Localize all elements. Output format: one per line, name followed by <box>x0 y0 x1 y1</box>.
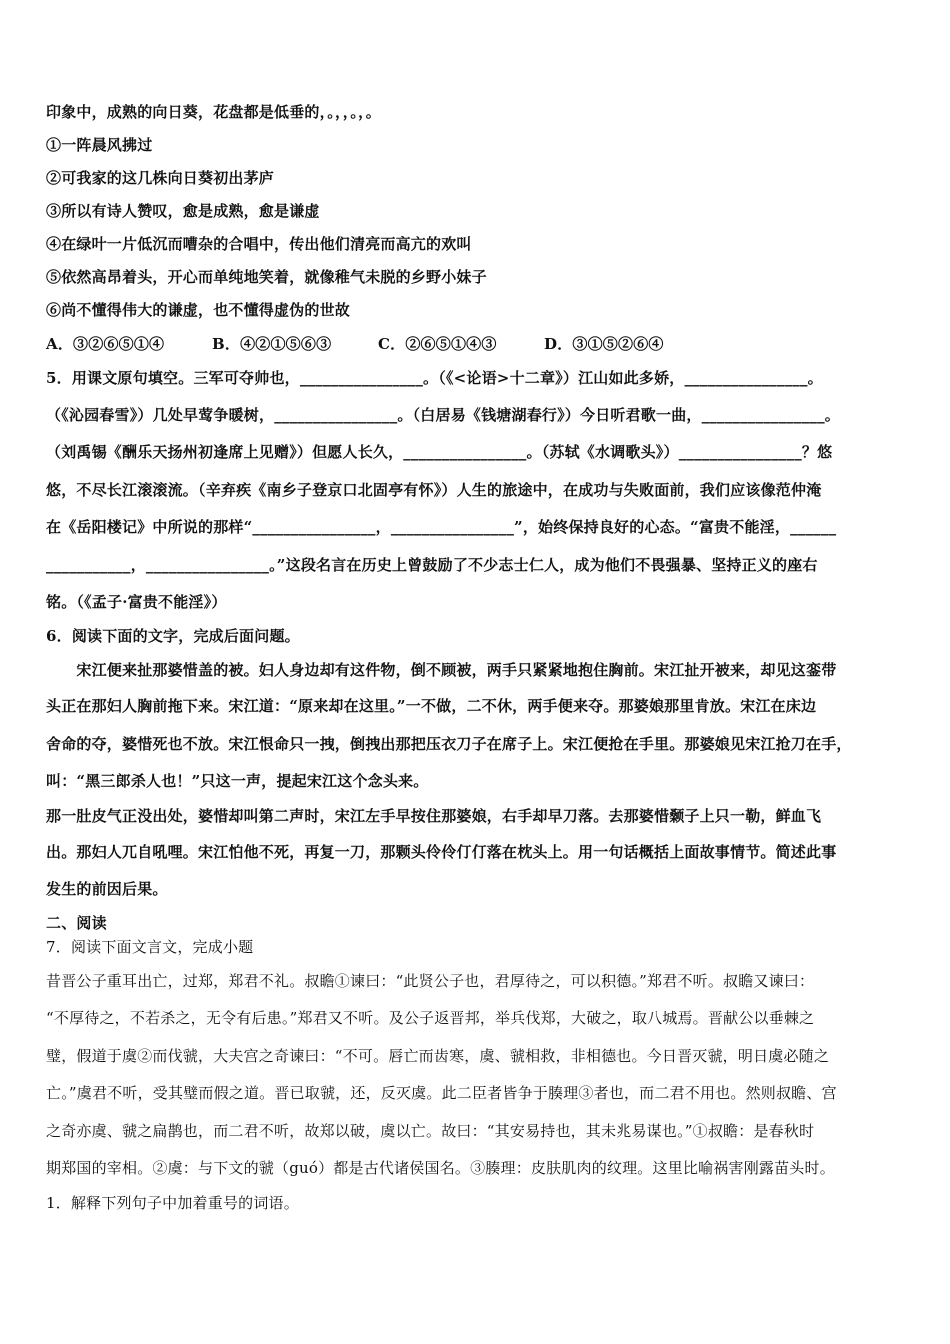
q7-line-4: 亡。”虞君不听，受其璧而假之道。晋已取虢，还，反灭虞。此二臣者皆争于腠理③者也，而二君不用也。然则叔瞻、宫 <box>46 1084 837 1102</box>
q6-line-6: 出。那妇人兀自吼哩。宋江怕他不死，再复一刀，那颗头伶伶仃仃落在枕头上。用一句话概括上面故事情节。简述此事 <box>46 843 837 861</box>
q4-item-4: ④在绿叶一片低沉而嘈杂的合唱中，传出他们清亮而高亢的欢叫 <box>46 235 472 253</box>
q4-item-5: ⑤依然高昂着头，开心而单纯地笑着，就像稚气未脱的乡野小妹子 <box>46 268 487 286</box>
q6-line-5: 那一肚皮气正没出处，婆惜却叫第二声时，宋江左手早按住那婆娘，右手却早刀落。去那婆惜颡子上只一勒，鲜血飞 <box>46 807 822 825</box>
q5-line-2: （《沁园春雪》）几处早莺争暖树，________________。（白居易《钱塘湖春行》）今日听君歌一曲，________________。 <box>46 406 841 424</box>
q6-line-1: 宋江便来扯那婆惜盖的被。妇人身边却有这件物，倒不顾被，两手只紧紧地抱住胸前。宋江扯开被来，却见这銮带 <box>46 661 837 679</box>
q7-line-2: “不厚待之，不若杀之，无令有后患。”郑君又不听。及公子返晋邦，举兵伐郑，大破之，取八城焉。晋献公以垂棘之 <box>46 1009 815 1027</box>
q6-line-4: 叫：“黑三郎杀人也！”只这一声，提起宋江这个念头来。 <box>46 772 429 790</box>
q4-stem: 印象中，成熟的向日葵，花盘都是低垂的，。，，。，。 <box>46 103 382 121</box>
q6-title: 6．阅读下面的文字，完成后面问题。 <box>46 627 300 645</box>
q7-line-1: 昔晋公子重耳出亡，过郑，郑君不礼。叔瞻①谏曰：“此贤公子也，君厚待之，可以积德。”郑君不听。叔瞻又谏曰： <box>46 972 815 990</box>
q6-line-7: 发生的前因后果。 <box>46 880 168 898</box>
q4-item-2: ②可我家的这几株向日葵初出茅庐 <box>46 169 275 187</box>
q4-item-6: ⑥尚不懂得伟大的谦虚，也不懂得虚伪的世故 <box>46 301 351 319</box>
q4-item-1: ①一阵晨风拂过 <box>46 136 153 154</box>
q4-item-3: ③所以有诗人赞叹，愈是成熟，愈是谦虚 <box>46 202 320 220</box>
q4-option-b: B．④②①⑤⑥③ <box>212 335 332 353</box>
q7-sub-question-1: 1．解释下列句子中加着重号的词语。 <box>46 1194 299 1212</box>
q5-line-7: 铭。（《孟子·富贵不能淫》） <box>46 593 227 611</box>
q5-line-6: ___________，________________。”这段名言在历史上曾鼓励了不少志士仁人，成为他们不畏强暴、坚持正义的座右 <box>46 556 818 574</box>
q7-title: 7．阅读下面文言文，完成小题 <box>46 938 254 956</box>
q4-option-c: C．②⑥⑤①④③ <box>378 335 497 353</box>
q7-line-5: 之奇亦虞、虢之扁鹊也，而二君不听，故郑以破，虞以亡。故曰：“其安易持也，其未兆易谋也。”①叔瞻：是春秋时 <box>46 1122 815 1140</box>
section-heading: 二、阅读 <box>46 914 107 932</box>
q7-line-3: 璧，假道于虞②而伐虢，大夫宫之奇谏曰：“不可。唇亡而齿寒，虞、虢相救，非相德也。今日晋灭虢，明日虞必随之 <box>46 1047 830 1065</box>
q4-option-a: A．③②⑥⑤①④ <box>46 335 165 353</box>
q7-line-6: 期郑国的宰相。②虞：与下文的虢（guó）都是古代诸侯国名。③腠理：皮肤肌肉的纹理。这里比喻祸害刚露苗头时。 <box>46 1159 835 1177</box>
q4-option-d: D．③①⑤②⑥④ <box>544 335 664 353</box>
q5-line-3: （刘禹锡《酬乐天扬州初逢席上见赠》）但愿人长久，________________。（苏轼《水调歌头》）________________？悠 <box>46 443 833 461</box>
q5-line-4: 悠，不尽长江滚滚流。（辛弃疾《南乡子登京口北固亭有怀》）人生的旅途中，在成功与失败面前，我们应该像范仲淹 <box>46 481 822 499</box>
q5-line-5: 在《岳阳楼记》中所说的那样“________________，________________”，始终保持良好的心态。“富贵不能淫，______ <box>46 518 837 536</box>
q5-line-1: 5．用课文原句填空。三军可夺帅也，________________。（《<论语>十二章》）江山如此多娇，________________。 <box>46 369 823 387</box>
q6-line-2: 头正在那妇人胸前拖下来。宋江道：“原来却在这里。”一不做，二不休，两手便来夺。那婆娘那里肯放。宋江在床边 <box>46 697 817 715</box>
q6-line-3: 舍命的夺，婆惜死也不放。宋江恨命只一拽，倒拽出那把压衣刀子在席子上。宋江便抢在手里。那婆娘见宋江抢刀在手， <box>46 735 852 753</box>
q4-options <box>46 334 906 354</box>
